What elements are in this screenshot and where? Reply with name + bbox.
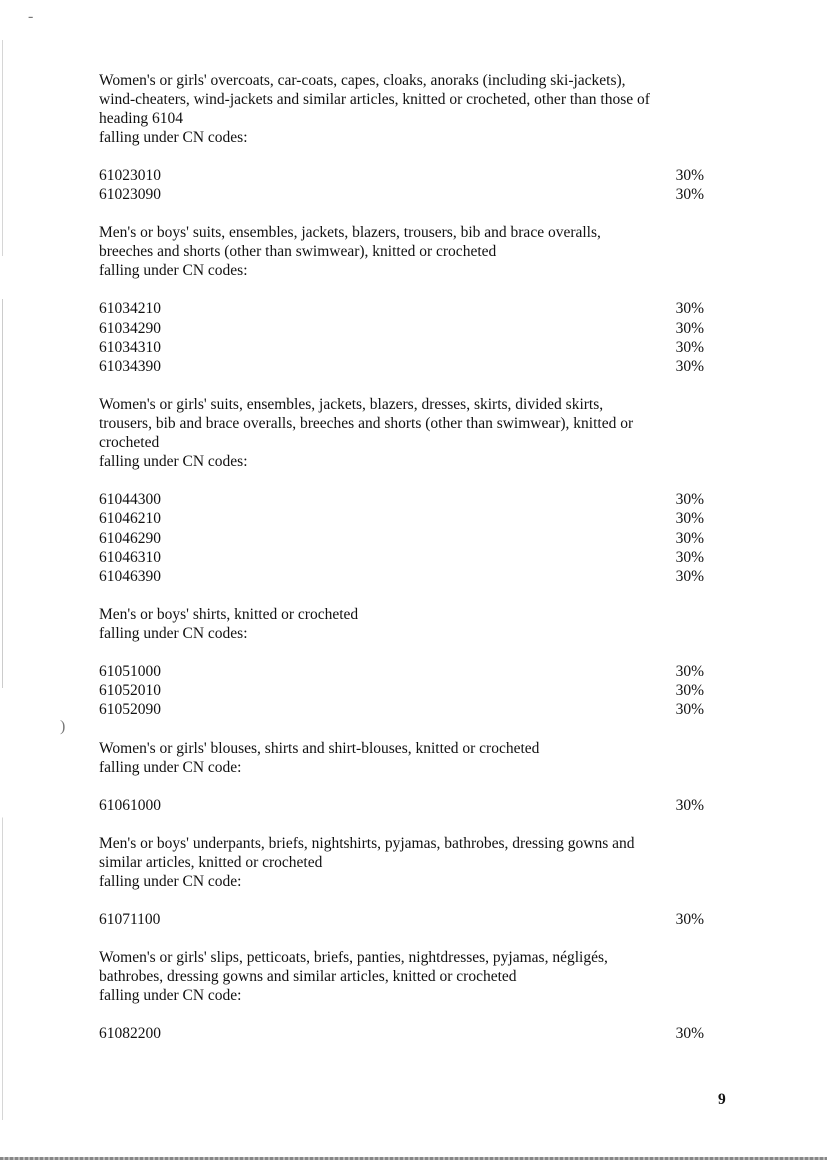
description-line: falling under CN codes:	[99, 129, 248, 146]
description-line: Women's or girls' blouses, shirts and shirt-blouses, knitted or crocheted	[99, 739, 540, 757]
cn-code: 61046210	[99, 510, 161, 528]
duty-rate: 30%	[675, 682, 704, 700]
cn-code: 61071100	[99, 910, 161, 928]
description-line: Women's or girls' suits, ensembles, jackets, blazers, dresses, skirts, divided skirts,	[99, 396, 604, 414]
cn-code-list	[99, 490, 704, 586]
cn-code: 61061000	[99, 796, 161, 814]
cn-code: 61023090	[99, 186, 161, 204]
section-description	[99, 948, 704, 1005]
scan-mark-bracket: )	[60, 718, 66, 735]
cn-code-row	[99, 185, 704, 204]
cn-code-row	[99, 509, 704, 528]
section-description	[99, 395, 704, 471]
cn-code-row	[99, 299, 704, 318]
cn-code-row	[99, 548, 704, 567]
cn-code: 61052090	[99, 701, 161, 719]
cn-code: 61046390	[99, 567, 161, 585]
cn-code-row	[99, 1024, 704, 1043]
cn-code-row	[99, 166, 704, 185]
cn-code: 61046310	[99, 548, 161, 566]
cn-code-list	[99, 910, 704, 929]
cn-code-row	[99, 796, 704, 815]
document-body	[99, 71, 704, 1062]
description-line: Women's or girls' overcoats, car-coats, capes, cloaks, anoraks (including ski-jackets),	[99, 72, 626, 89]
cn-code-row	[99, 338, 704, 357]
cn-code-row	[99, 681, 704, 700]
duty-rate: 30%	[675, 510, 704, 528]
description-line: bathrobes, dressing gowns and similar articles, knitted or crocheted	[99, 968, 517, 985]
description-line: Men's or boys' underpants, briefs, nightshirts, pyjamas, bathrobes, dressing gowns and	[99, 834, 635, 852]
section-description	[99, 739, 704, 777]
duty-rate: 30%	[675, 491, 704, 509]
description-line: Women's or girls' slips, petticoats, briefs, panties, nightdresses, pyjamas, négligés,	[99, 949, 608, 966]
description-line: crocheted	[99, 434, 160, 452]
section-description	[99, 605, 704, 643]
duty-rate: 30%	[675, 167, 704, 184]
description-line: Men's or boys' shirts, knitted or crocheted	[99, 606, 359, 624]
description-line: similar articles, knitted or crocheted	[99, 853, 323, 871]
cn-code: 61046290	[99, 529, 161, 547]
description-line: falling under CN codes:	[99, 262, 248, 280]
scan-mark-top: -	[28, 8, 34, 25]
section-description	[99, 834, 704, 891]
section-description	[99, 71, 704, 147]
description-line: falling under CN codes:	[99, 625, 248, 643]
cn-code: 61023010	[99, 167, 161, 184]
cn-code-row	[99, 910, 704, 929]
duty-rate: 30%	[675, 701, 704, 719]
duty-rate: 30%	[675, 529, 704, 547]
duty-rate: 30%	[675, 910, 704, 928]
description-line: falling under CN code:	[99, 758, 242, 776]
cn-code-row	[99, 357, 704, 376]
description-line: falling under CN codes:	[99, 453, 248, 471]
cn-code-row	[99, 529, 704, 548]
duty-rate: 30%	[675, 319, 704, 337]
description-line: falling under CN code:	[99, 987, 242, 1004]
duty-rate: 30%	[675, 357, 704, 375]
description-line: breeches and shorts (other than swimwear), knitted or crocheted	[99, 243, 497, 261]
duty-rate: 30%	[675, 663, 704, 681]
description-line: wind-cheaters, wind-jackets and similar articles, knitted or crocheted, other than those of	[99, 91, 650, 108]
page-number: 9	[718, 1091, 726, 1108]
duty-rate: 30%	[675, 300, 704, 318]
cn-code: 61034290	[99, 319, 161, 337]
cn-code-list	[99, 166, 704, 204]
cn-code-list	[99, 299, 704, 376]
cn-code-list	[99, 796, 704, 815]
section-description	[99, 223, 704, 280]
cn-code-row	[99, 662, 704, 681]
duty-rate: 30%	[675, 186, 704, 204]
scan-edge-line	[2, 40, 3, 1120]
duty-rate: 30%	[675, 338, 704, 356]
description-line: Men's or boys' suits, ensembles, jackets, blazers, trousers, bib and brace overalls,	[99, 224, 601, 242]
description-line: trousers, bib and brace overalls, breeches and shorts (other than swimwear), knitted or	[99, 415, 634, 433]
cn-code: 61034310	[99, 338, 161, 356]
duty-rate: 30%	[675, 796, 704, 814]
duty-rate: 30%	[675, 567, 704, 585]
cn-code-row	[99, 700, 704, 719]
cn-code: 61034390	[99, 357, 161, 375]
cn-code-list	[99, 662, 704, 720]
cn-code-row	[99, 490, 704, 509]
cn-code: 61034210	[99, 300, 161, 318]
duty-rate: 30%	[675, 1025, 704, 1042]
cn-code: 61052010	[99, 682, 161, 700]
description-line: heading 6104	[99, 110, 183, 127]
duty-rate: 30%	[675, 548, 704, 566]
scan-bottom-border	[0, 1157, 827, 1160]
description-line: falling under CN code:	[99, 872, 242, 890]
cn-code-row	[99, 319, 704, 338]
cn-code: 61082200	[99, 1025, 161, 1042]
cn-code: 61044300	[99, 491, 161, 509]
cn-code-row	[99, 567, 704, 586]
cn-code-list	[99, 1024, 704, 1043]
cn-code: 61051000	[99, 663, 161, 681]
